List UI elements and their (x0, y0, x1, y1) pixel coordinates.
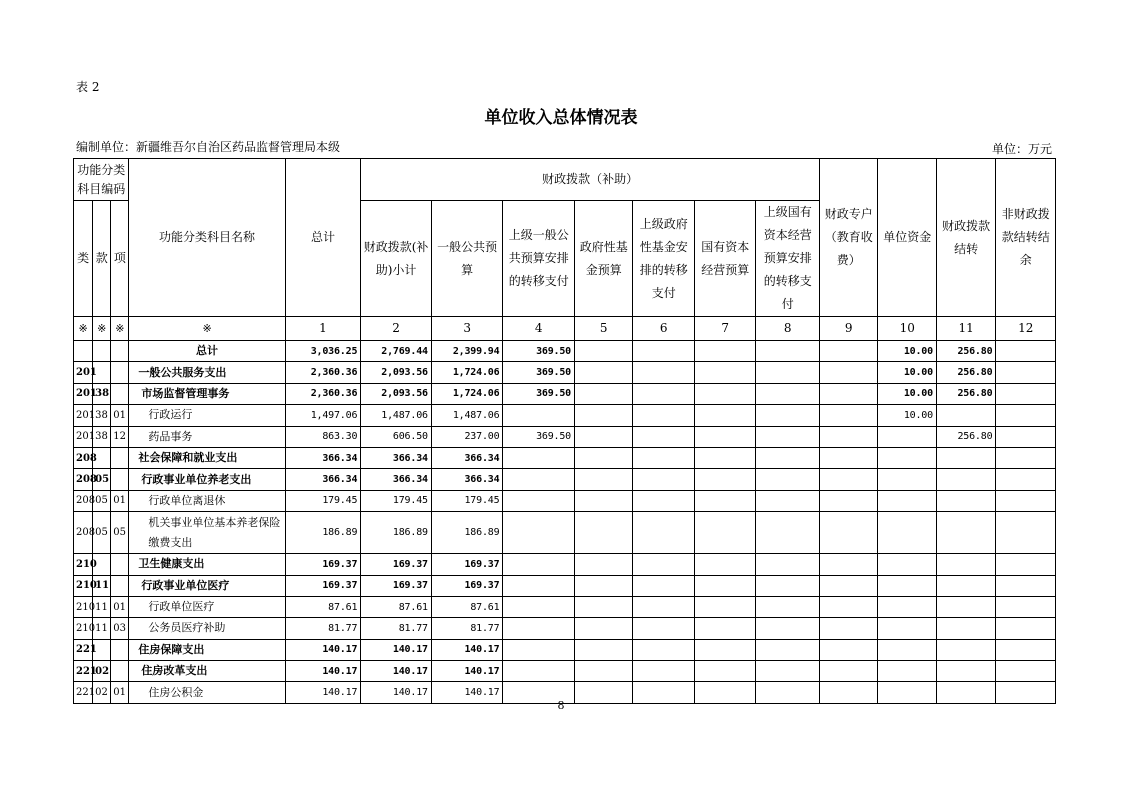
value-special-account (820, 512, 878, 554)
value-fiscal-subtotal: 2,093.56 (361, 362, 432, 383)
value-unit-funds: 10.00 (878, 405, 936, 426)
value-upper-gov-fund-transfer (633, 447, 694, 468)
value-general-budget: 169.37 (431, 575, 503, 596)
value-total: 179.45 (285, 490, 361, 511)
value-fiscal-subtotal: 169.37 (361, 554, 432, 575)
code-lei: 208 (74, 490, 93, 511)
value-total: 169.37 (285, 554, 361, 575)
value-state-capital-budget (694, 596, 755, 617)
value-upper-state-capital-transfer (756, 341, 820, 362)
value-fiscal-carryover (936, 639, 995, 660)
code-lei: 221 (74, 661, 93, 682)
value-upper-gov-fund-transfer (633, 405, 694, 426)
category-name: 住房保障支出 (129, 639, 285, 660)
header-kuan: 款 (93, 201, 111, 317)
code-xiang (111, 362, 129, 383)
value-unit-funds (878, 639, 936, 660)
value-upper-general-transfer (503, 618, 575, 639)
code-xiang (111, 661, 129, 682)
value-total: 186.89 (285, 512, 361, 554)
value-total: 81.77 (285, 618, 361, 639)
value-state-capital-budget (694, 383, 755, 404)
value-total: 3,036.25 (285, 341, 361, 362)
value-general-budget: 140.17 (431, 639, 503, 660)
revenue-summary-table (73, 158, 1056, 704)
compiling-unit-label: 编制单位：新疆维吾尔自治区药品监督管理局本级 (76, 140, 341, 154)
value-upper-gov-fund-transfer (633, 554, 694, 575)
value-special-account (820, 490, 878, 511)
value-fiscal-carryover: 256.80 (936, 426, 995, 447)
value-fiscal-carryover (936, 447, 995, 468)
header-unit-funds: 单位资金 (878, 159, 936, 317)
column-number: 10 (878, 317, 936, 341)
value-gov-fund-budget (575, 469, 633, 490)
table-row (74, 447, 1056, 468)
value-total: 140.17 (285, 661, 361, 682)
table-body (74, 341, 1056, 704)
value-fiscal-subtotal: 87.61 (361, 596, 432, 617)
value-upper-gov-fund-transfer (633, 575, 694, 596)
code-xiang (111, 639, 129, 660)
table-row (74, 341, 1056, 362)
value-general-budget: 81.77 (431, 618, 503, 639)
header-fiscal-group: 财政拨款（补助） (361, 159, 820, 201)
category-name: 卫生健康支出 (129, 554, 285, 575)
category-name: 住房改革支出 (129, 661, 285, 682)
header-general-budget: 一般公共预算 (431, 201, 503, 317)
value-gov-fund-budget (575, 575, 633, 596)
value-fiscal-carryover (936, 618, 995, 639)
value-special-account (820, 554, 878, 575)
code-kuan: 02 (93, 661, 111, 682)
value-total: 1,497.06 (285, 405, 361, 426)
value-non-fiscal-carryover (996, 405, 1056, 426)
value-upper-gov-fund-transfer (633, 341, 694, 362)
value-special-account (820, 426, 878, 447)
value-non-fiscal-carryover (996, 554, 1056, 575)
value-total: 140.17 (285, 639, 361, 660)
value-gov-fund-budget (575, 618, 633, 639)
value-upper-gov-fund-transfer (633, 426, 694, 447)
value-unit-funds (878, 447, 936, 468)
value-upper-gov-fund-transfer (633, 596, 694, 617)
value-fiscal-carryover (936, 661, 995, 682)
value-upper-general-transfer: 369.50 (503, 341, 575, 362)
value-special-account (820, 639, 878, 660)
header-lei: 类 (74, 201, 93, 317)
value-state-capital-budget (694, 426, 755, 447)
code-xiang (111, 447, 129, 468)
code-kuan: 05 (93, 490, 111, 511)
value-fiscal-subtotal: 140.17 (361, 682, 432, 703)
value-state-capital-budget (694, 554, 755, 575)
value-fiscal-subtotal: 2,769.44 (361, 341, 432, 362)
value-upper-gov-fund-transfer (633, 490, 694, 511)
code-lei: 210 (74, 554, 93, 575)
value-gov-fund-budget (575, 661, 633, 682)
value-upper-state-capital-transfer (756, 447, 820, 468)
code-xiang: 12 (111, 426, 129, 447)
value-unit-funds: 10.00 (878, 341, 936, 362)
category-name: 行政运行 (129, 405, 285, 426)
code-lei: 210 (74, 575, 93, 596)
value-non-fiscal-carryover (996, 383, 1056, 404)
value-upper-general-transfer (503, 639, 575, 660)
column-number: 5 (575, 317, 633, 341)
category-name: 行政事业单位医疗 (129, 575, 285, 596)
code-lei: 201 (74, 362, 93, 383)
value-total: 2,360.36 (285, 383, 361, 404)
value-gov-fund-budget (575, 362, 633, 383)
table-row (74, 639, 1056, 660)
value-special-account (820, 447, 878, 468)
table-row (74, 618, 1056, 639)
column-number: 8 (756, 317, 820, 341)
value-upper-state-capital-transfer (756, 490, 820, 511)
value-upper-state-capital-transfer (756, 596, 820, 617)
category-name: 一般公共服务支出 (129, 362, 285, 383)
value-fiscal-subtotal: 186.89 (361, 512, 432, 554)
value-upper-gov-fund-transfer (633, 362, 694, 383)
code-xiang (111, 341, 129, 362)
code-lei (74, 341, 93, 362)
category-name: 公务员医疗补助 (129, 618, 285, 639)
value-unit-funds (878, 618, 936, 639)
table-row (74, 405, 1056, 426)
value-gov-fund-budget (575, 405, 633, 426)
value-total: 2,360.36 (285, 362, 361, 383)
value-state-capital-budget (694, 575, 755, 596)
value-upper-general-transfer (503, 490, 575, 511)
column-number: 12 (996, 317, 1056, 341)
code-lei: 221 (74, 682, 93, 703)
value-general-budget: 179.45 (431, 490, 503, 511)
value-non-fiscal-carryover (996, 362, 1056, 383)
code-xiang (111, 575, 129, 596)
value-fiscal-carryover (936, 490, 995, 511)
value-state-capital-budget (694, 405, 755, 426)
value-fiscal-carryover (936, 469, 995, 490)
value-fiscal-subtotal: 140.17 (361, 661, 432, 682)
value-upper-general-transfer (503, 554, 575, 575)
value-upper-general-transfer: 369.50 (503, 426, 575, 447)
header-category-name: 功能分类科目名称 (129, 159, 285, 317)
value-general-budget: 140.17 (431, 661, 503, 682)
column-number: 9 (820, 317, 878, 341)
code-xiang: 01 (111, 490, 129, 511)
currency-unit-label: 单位：万元 (992, 142, 1053, 156)
code-lei: 201 (74, 405, 93, 426)
category-name: 住房公积金 (129, 682, 285, 703)
header-state-capital-budget: 国有资本经营预算 (694, 201, 755, 317)
code-kuan: 38 (93, 383, 111, 404)
code-kuan: 38 (93, 405, 111, 426)
code-kuan: 02 (93, 682, 111, 703)
value-non-fiscal-carryover (996, 426, 1056, 447)
value-fiscal-subtotal: 2,093.56 (361, 383, 432, 404)
code-kuan: 11 (93, 618, 111, 639)
code-kuan (93, 341, 111, 362)
header-gov-fund-budget: 政府性基金预算 (575, 201, 633, 317)
code-lei: 208 (74, 447, 93, 468)
value-general-budget: 1,724.06 (431, 362, 503, 383)
value-upper-general-transfer (503, 596, 575, 617)
value-fiscal-carryover (936, 405, 995, 426)
value-general-budget: 2,399.94 (431, 341, 503, 362)
value-upper-general-transfer (503, 405, 575, 426)
value-total: 87.61 (285, 596, 361, 617)
code-lei: 221 (74, 639, 93, 660)
value-unit-funds: 10.00 (878, 383, 936, 404)
value-upper-gov-fund-transfer (633, 618, 694, 639)
value-special-account (820, 469, 878, 490)
value-special-account (820, 405, 878, 426)
table-row (74, 490, 1056, 511)
code-xiang: 01 (111, 596, 129, 617)
table-row (74, 512, 1056, 554)
table-row (74, 661, 1056, 682)
value-state-capital-budget (694, 469, 755, 490)
code-lei: 208 (74, 469, 93, 490)
value-unit-funds (878, 490, 936, 511)
value-fiscal-subtotal: 1,487.06 (361, 405, 432, 426)
value-state-capital-budget (694, 661, 755, 682)
value-gov-fund-budget (575, 596, 633, 617)
value-upper-gov-fund-transfer (633, 469, 694, 490)
value-fiscal-carryover: 256.80 (936, 341, 995, 362)
value-fiscal-subtotal: 81.77 (361, 618, 432, 639)
column-number: 1 (285, 317, 361, 341)
value-fiscal-subtotal: 169.37 (361, 575, 432, 596)
header-upper-state-capital-transfer: 上级国有资本经营预算安排的转移支付 (756, 201, 820, 317)
value-non-fiscal-carryover (996, 447, 1056, 468)
code-xiang: 03 (111, 618, 129, 639)
value-general-budget: 1,724.06 (431, 383, 503, 404)
category-name: 机关事业单位基本养老保险缴费支出 (129, 512, 285, 554)
value-upper-state-capital-transfer (756, 383, 820, 404)
table-row (74, 426, 1056, 447)
value-state-capital-budget (694, 362, 755, 383)
value-upper-general-transfer: 369.50 (503, 362, 575, 383)
value-upper-state-capital-transfer (756, 661, 820, 682)
value-fiscal-carryover (936, 596, 995, 617)
value-gov-fund-budget (575, 341, 633, 362)
value-fiscal-subtotal: 366.34 (361, 469, 432, 490)
value-general-budget: 169.37 (431, 554, 503, 575)
value-state-capital-budget (694, 490, 755, 511)
value-non-fiscal-carryover (996, 469, 1056, 490)
table-row (74, 362, 1056, 383)
value-special-account (820, 661, 878, 682)
header-code-group: 功能分类科目编码 (74, 159, 129, 201)
value-non-fiscal-carryover (996, 490, 1056, 511)
column-number: 2 (361, 317, 432, 341)
value-non-fiscal-carryover (996, 639, 1056, 660)
value-gov-fund-budget (575, 383, 633, 404)
value-fiscal-carryover (936, 554, 995, 575)
column-number: 11 (936, 317, 995, 341)
value-upper-general-transfer (503, 447, 575, 468)
value-special-account (820, 596, 878, 617)
value-gov-fund-budget (575, 554, 633, 575)
marker-cell: ※ (93, 317, 111, 341)
code-lei: 208 (74, 512, 93, 554)
header-upper-general-transfer: 上级一般公共预算安排的转移支付 (503, 201, 575, 317)
value-special-account (820, 575, 878, 596)
value-total: 366.34 (285, 447, 361, 468)
value-upper-state-capital-transfer (756, 639, 820, 660)
value-non-fiscal-carryover (996, 512, 1056, 554)
value-fiscal-subtotal: 366.34 (361, 447, 432, 468)
category-name: 行政单位医疗 (129, 596, 285, 617)
value-non-fiscal-carryover (996, 341, 1056, 362)
value-special-account (820, 618, 878, 639)
value-fiscal-subtotal: 140.17 (361, 639, 432, 660)
value-general-budget: 186.89 (431, 512, 503, 554)
value-gov-fund-budget (575, 490, 633, 511)
page-title: 单位收入总体情况表 (484, 108, 638, 128)
category-name: 社会保障和就业支出 (129, 447, 285, 468)
value-upper-state-capital-transfer (756, 426, 820, 447)
category-name: 行政事业单位养老支出 (129, 469, 285, 490)
value-gov-fund-budget (575, 512, 633, 554)
value-gov-fund-budget (575, 447, 633, 468)
value-upper-general-transfer (503, 661, 575, 682)
value-unit-funds (878, 469, 936, 490)
code-kuan: 11 (93, 575, 111, 596)
table-number-label: 表 2 (76, 80, 100, 94)
value-upper-state-capital-transfer (756, 575, 820, 596)
code-xiang: 01 (111, 682, 129, 703)
value-upper-general-transfer (503, 469, 575, 490)
value-upper-state-capital-transfer (756, 362, 820, 383)
code-xiang (111, 554, 129, 575)
value-non-fiscal-carryover (996, 596, 1056, 617)
value-state-capital-budget (694, 341, 755, 362)
value-state-capital-budget (694, 639, 755, 660)
value-fiscal-subtotal: 179.45 (361, 490, 432, 511)
value-gov-fund-budget (575, 426, 633, 447)
table-row (74, 575, 1056, 596)
value-general-budget: 87.61 (431, 596, 503, 617)
code-kuan: 38 (93, 426, 111, 447)
value-upper-state-capital-transfer (756, 469, 820, 490)
category-name: 总计 (129, 341, 285, 362)
value-state-capital-budget (694, 512, 755, 554)
value-unit-funds: 10.00 (878, 362, 936, 383)
value-general-budget: 366.34 (431, 447, 503, 468)
column-number: 3 (431, 317, 503, 341)
value-unit-funds (878, 554, 936, 575)
value-special-account (820, 362, 878, 383)
value-upper-general-transfer: 369.50 (503, 383, 575, 404)
value-unit-funds (878, 512, 936, 554)
code-kuan: 11 (93, 596, 111, 617)
value-total: 863.30 (285, 426, 361, 447)
column-number: 4 (503, 317, 575, 341)
code-xiang: 05 (111, 512, 129, 554)
table-row (74, 596, 1056, 617)
value-non-fiscal-carryover (996, 575, 1056, 596)
code-xiang: 01 (111, 405, 129, 426)
code-lei: 201 (74, 426, 93, 447)
value-fiscal-subtotal: 606.50 (361, 426, 432, 447)
category-name: 行政单位离退休 (129, 490, 285, 511)
value-state-capital-budget (694, 618, 755, 639)
header-special-account: 财政专户（教育收费） (820, 159, 878, 317)
code-lei: 210 (74, 618, 93, 639)
value-unit-funds (878, 661, 936, 682)
value-state-capital-budget (694, 447, 755, 468)
value-general-budget: 1,487.06 (431, 405, 503, 426)
value-fiscal-carryover (936, 575, 995, 596)
column-number: 6 (633, 317, 694, 341)
value-upper-general-transfer (503, 575, 575, 596)
value-total: 366.34 (285, 469, 361, 490)
value-upper-state-capital-transfer (756, 554, 820, 575)
value-fiscal-carryover (936, 512, 995, 554)
value-upper-general-transfer (503, 512, 575, 554)
value-gov-fund-budget (575, 639, 633, 660)
code-kuan: 05 (93, 469, 111, 490)
value-special-account (820, 341, 878, 362)
code-xiang (111, 383, 129, 404)
table-row (74, 554, 1056, 575)
code-xiang (111, 469, 129, 490)
page-number: 8 (557, 699, 565, 712)
marker-cell: ※ (111, 317, 129, 341)
value-total: 169.37 (285, 575, 361, 596)
value-non-fiscal-carryover (996, 661, 1056, 682)
marker-cell: ※ (74, 317, 93, 341)
value-total: 140.17 (285, 682, 361, 703)
value-unit-funds (878, 575, 936, 596)
table-row (74, 469, 1056, 490)
value-fiscal-carryover: 256.80 (936, 383, 995, 404)
header-fiscal-subtotal: 财政拨款(补助)小计 (361, 201, 432, 317)
value-fiscal-carryover: 256.80 (936, 362, 995, 383)
header-upper-gov-fund-transfer: 上级政府性基金安排的转移支付 (633, 201, 694, 317)
value-upper-gov-fund-transfer (633, 639, 694, 660)
value-special-account (820, 383, 878, 404)
value-unit-funds (878, 426, 936, 447)
header-total: 总计 (285, 159, 361, 317)
code-lei: 201 (74, 383, 93, 404)
value-upper-gov-fund-transfer (633, 512, 694, 554)
value-upper-gov-fund-transfer (633, 383, 694, 404)
header-non-fiscal-carryover: 非财政拨款结转结余 (996, 159, 1056, 317)
value-non-fiscal-carryover (996, 618, 1056, 639)
value-upper-state-capital-transfer (756, 618, 820, 639)
table-row (74, 383, 1056, 404)
value-general-budget: 366.34 (431, 469, 503, 490)
category-name: 市场监督管理事务 (129, 383, 285, 404)
category-name: 药品事务 (129, 426, 285, 447)
value-general-budget: 140.17 (431, 682, 503, 703)
value-general-budget: 237.00 (431, 426, 503, 447)
value-upper-state-capital-transfer (756, 405, 820, 426)
code-lei: 210 (74, 596, 93, 617)
value-upper-gov-fund-transfer (633, 661, 694, 682)
column-number: 7 (694, 317, 755, 341)
header-xiang: 项 (111, 201, 129, 317)
code-kuan: 05 (93, 512, 111, 554)
header-fiscal-carryover: 财政拨款结转 (936, 159, 995, 317)
value-unit-funds (878, 596, 936, 617)
marker-cell: ※ (129, 317, 285, 341)
value-upper-state-capital-transfer (756, 512, 820, 554)
